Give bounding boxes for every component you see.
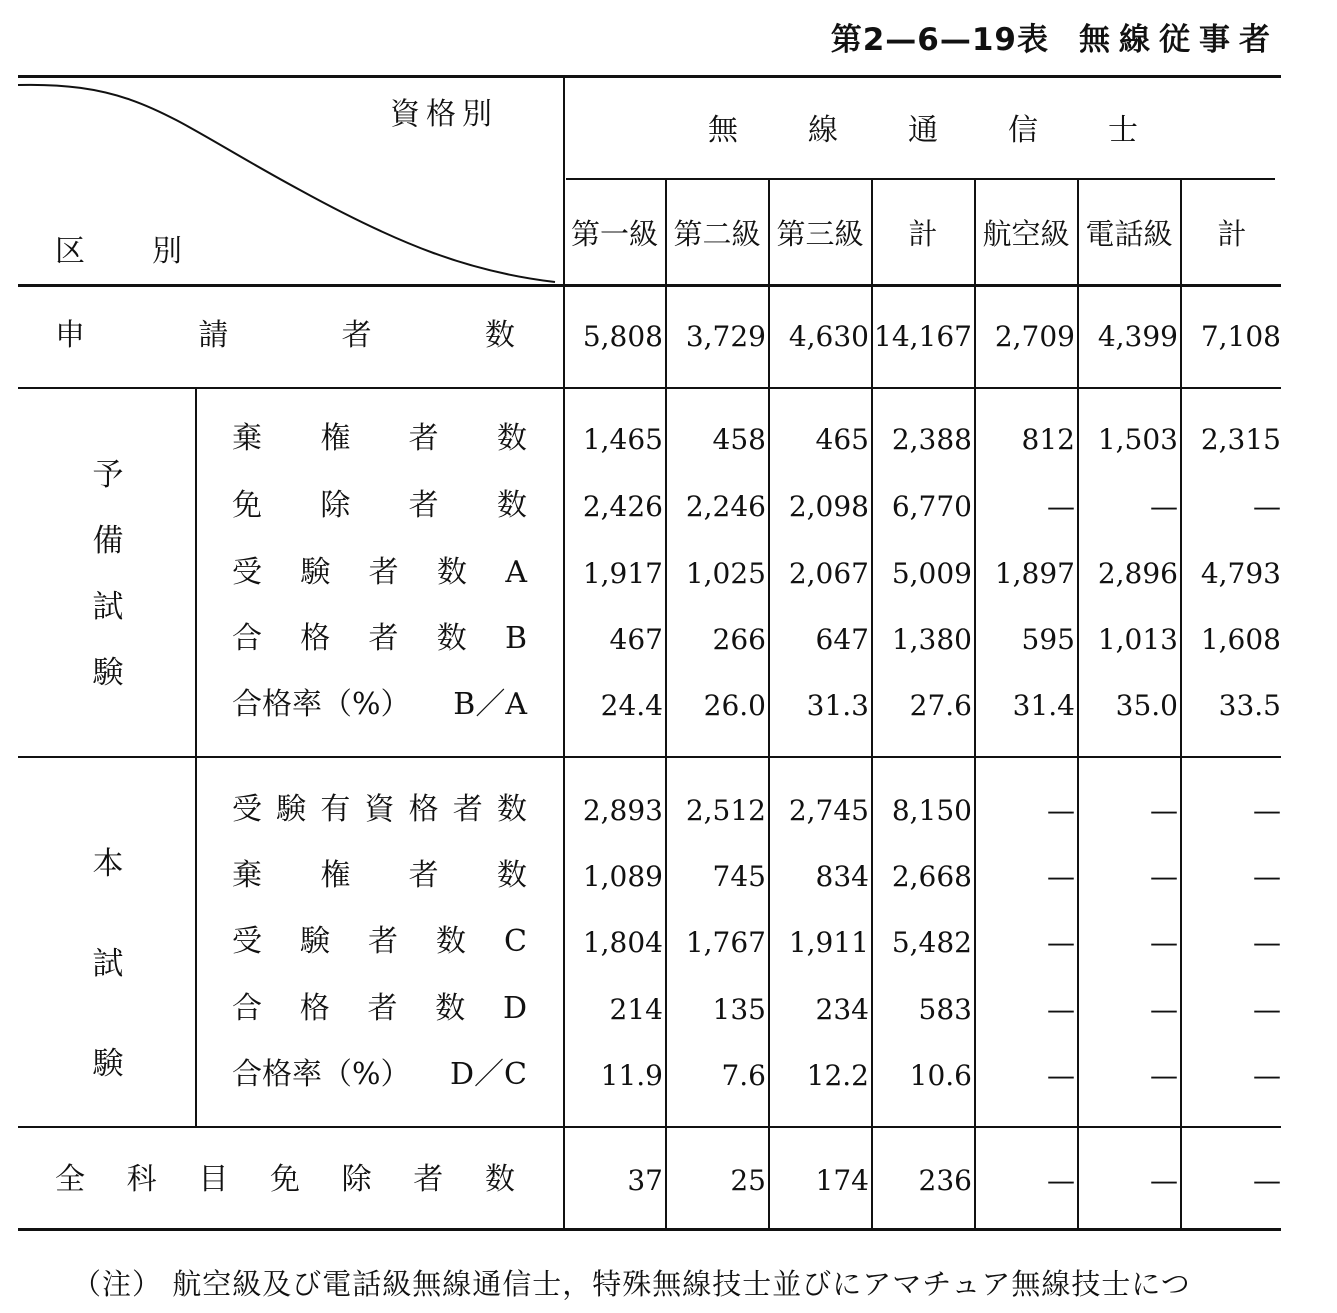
row-label-part: 格 <box>408 792 439 827</box>
table-cell: 11.9 <box>600 1059 663 1092</box>
row-label-part: 免 <box>232 488 262 523</box>
table-cell: 2,709 <box>994 320 1075 353</box>
row-label-part: 験 <box>300 924 330 959</box>
row-label-part: 棄 <box>232 858 262 893</box>
row-label-part: 数 <box>435 991 466 1026</box>
vline-5 <box>1077 180 1079 1228</box>
table-cell: 234 <box>815 993 869 1026</box>
row-label <box>232 858 527 893</box>
row-label-part: 者 <box>408 421 439 456</box>
table-cell: 10.6 <box>909 1059 972 1092</box>
table-cell: 37 <box>627 1164 663 1197</box>
row-label-part: 格 <box>300 621 331 656</box>
table-cell: 24.4 <box>600 689 663 722</box>
row-label <box>55 1162 515 1197</box>
group-label-main: 本 試 験 <box>92 846 124 1082</box>
table-cell: 1,767 <box>685 926 766 959</box>
row-label-part: 数 <box>496 858 527 893</box>
table-cell: 1,380 <box>891 623 972 656</box>
table-cell: — <box>1253 860 1281 893</box>
table-cell: 2,512 <box>685 794 766 827</box>
row-label <box>232 488 527 523</box>
column-header: 第一級 <box>570 217 658 251</box>
table-cell: 1,025 <box>685 557 766 590</box>
rule-header-bottom <box>18 284 1281 287</box>
row-label-part: 受 <box>232 555 262 590</box>
table-number: 第2—6—19表 <box>830 22 1049 58</box>
table-cell: — <box>1047 860 1075 893</box>
table-cell: 7,108 <box>1200 320 1281 353</box>
group-header: 無 線 通 信 士 <box>708 113 1138 148</box>
table-cell: — <box>1047 490 1075 523</box>
row-label-part: B <box>504 621 527 656</box>
table-cell: 647 <box>815 623 869 656</box>
row-label-part: 免 <box>269 1162 300 1197</box>
table-cell: 1,897 <box>994 557 1075 590</box>
table-cell: 27.6 <box>909 689 972 722</box>
row-label-part: 者 <box>341 318 372 353</box>
table-cell: 214 <box>609 993 663 1026</box>
table-cell: — <box>1150 926 1178 959</box>
group-label-prelim: 予 備 試 験 <box>92 457 124 691</box>
table-cell: 2,745 <box>788 794 869 827</box>
table-cell: — <box>1150 490 1178 523</box>
table-cell: 4,793 <box>1200 557 1281 590</box>
table-cell: 31.4 <box>1012 689 1075 722</box>
row-label <box>232 1057 527 1092</box>
table-cell: 1,465 <box>582 423 663 456</box>
row-label-part: 合 <box>232 991 262 1026</box>
table-cell: 2,893 <box>582 794 663 827</box>
row-label-part: D／C <box>449 1057 527 1092</box>
table-cell: 25 <box>730 1164 766 1197</box>
row-label-part: 全 <box>55 1162 85 1197</box>
row-label-part: 棄 <box>232 421 262 456</box>
table-cell: 135 <box>712 993 766 1026</box>
table-cell: 14,167 <box>874 320 972 353</box>
table-cell: 467 <box>609 623 663 656</box>
row-label-part: 権 <box>320 421 351 456</box>
table-cell: 31.3 <box>806 689 869 722</box>
column-header: 計 <box>908 217 938 251</box>
table-cell: 2,315 <box>1200 423 1281 456</box>
vline-1 <box>665 180 667 1228</box>
row-label-part: 科 <box>126 1162 157 1197</box>
table-cell: 4,630 <box>788 320 869 353</box>
table-cell: — <box>1150 993 1178 1026</box>
row-label <box>232 421 527 456</box>
column-header: 電話級 <box>1085 217 1173 251</box>
row-label <box>232 555 527 590</box>
row-label-part: 者 <box>408 858 439 893</box>
table-cell: 834 <box>815 860 869 893</box>
table-cell: 465 <box>815 423 869 456</box>
row-label-part: 者 <box>367 991 398 1026</box>
row-label-part: 合格率（%） <box>232 687 411 722</box>
row-label <box>232 991 527 1026</box>
row-label-part: 数 <box>436 621 467 656</box>
table-cell: 2,896 <box>1097 557 1178 590</box>
column-header: 計 <box>1217 217 1247 251</box>
row-label-part: 資 <box>364 792 395 827</box>
table-cell: 2,246 <box>685 490 766 523</box>
table-cell: 1,608 <box>1200 623 1281 656</box>
table-cell: 174 <box>815 1164 869 1197</box>
table-cell: — <box>1047 926 1075 959</box>
row-label-part: 格 <box>299 991 330 1026</box>
corner-top-label: 資格別 <box>390 97 498 132</box>
row-label <box>232 924 527 959</box>
table-cell: 33.5 <box>1218 689 1281 722</box>
row-label-part: 者 <box>413 1162 444 1197</box>
row-label-part: D <box>502 991 527 1026</box>
header-diagonal <box>0 0 1337 300</box>
row-label <box>232 621 527 656</box>
table-cell: 812 <box>1021 423 1075 456</box>
rule-after-prelim <box>18 756 1281 758</box>
row-label-part: 有 <box>320 792 351 827</box>
table-cell: 266 <box>712 623 766 656</box>
table-cell: 8,150 <box>891 794 972 827</box>
table-cell: 2,668 <box>891 860 972 893</box>
table-cell: 7.6 <box>721 1059 766 1092</box>
table-cell: 6,770 <box>891 490 972 523</box>
row-label-part: 数 <box>496 792 527 827</box>
table-cell: — <box>1150 860 1178 893</box>
table-cell: — <box>1253 794 1281 827</box>
table-cell: 5,482 <box>891 926 972 959</box>
row-label-part: 請 <box>198 318 229 353</box>
row-label-part: 者 <box>452 792 483 827</box>
rule-after-applicants <box>18 387 1281 389</box>
row-label-part: 験 <box>276 792 307 827</box>
row-label-part: 権 <box>320 858 351 893</box>
row-label-part: 除 <box>341 1162 372 1197</box>
row-label-part: 験 <box>300 555 331 590</box>
row-label-part: 数 <box>484 318 515 353</box>
table-cell: 1,089 <box>582 860 663 893</box>
table-cell: — <box>1047 1164 1075 1197</box>
row-label-part: 者 <box>368 555 399 590</box>
table-cell: 1,804 <box>582 926 663 959</box>
table-cell: 12.2 <box>806 1059 869 1092</box>
row-label-part: 数 <box>496 488 527 523</box>
row-label-part: 者 <box>408 488 439 523</box>
column-header: 航空級 <box>982 217 1070 251</box>
row-label-part: B／A <box>453 687 527 722</box>
table-cell: 2,426 <box>582 490 663 523</box>
row-label-part: 申 <box>55 318 85 353</box>
table-cell: — <box>1047 1059 1075 1092</box>
table-cell: 5,808 <box>582 320 663 353</box>
vline-4 <box>974 180 976 1228</box>
table-cell: 1,911 <box>788 926 869 959</box>
row-label-part: 受 <box>232 924 262 959</box>
row-label-part: A <box>505 555 527 590</box>
table-cell: 595 <box>1021 623 1075 656</box>
table-cell: 35.0 <box>1115 689 1178 722</box>
corner-bottom-label-1: 区 <box>55 234 85 269</box>
table-cell: 1,917 <box>582 557 663 590</box>
table-cell: — <box>1150 1059 1178 1092</box>
vline-group <box>195 389 197 1126</box>
table-cell: — <box>1047 794 1075 827</box>
table-cell: 2,067 <box>788 557 869 590</box>
table-cell: 1,013 <box>1097 623 1178 656</box>
vline-6 <box>1180 180 1182 1228</box>
footnote: （注） 航空級及び電話級無線通信士，特殊無線技士並びにアマチュア無線技士につ <box>72 1267 1191 1301</box>
table-cell: — <box>1253 993 1281 1026</box>
table-name: 無線従事者 <box>1079 22 1279 58</box>
column-header: 第三級 <box>776 217 864 251</box>
row-label-part: 合 <box>232 621 262 656</box>
vline-label <box>563 78 565 1228</box>
rule-top <box>18 75 1281 78</box>
row-label <box>55 318 515 353</box>
table-cell: — <box>1253 490 1281 523</box>
row-label-part: 数 <box>436 924 466 959</box>
table-cell: — <box>1047 993 1075 1026</box>
table-cell: — <box>1150 1164 1178 1197</box>
row-label-part: 数 <box>484 1162 515 1197</box>
table-cell: 1,503 <box>1097 423 1178 456</box>
row-label-part: 数 <box>436 555 467 590</box>
table-cell: 236 <box>918 1164 972 1197</box>
corner-bottom-label-2: 別 <box>152 234 182 269</box>
table-cell: 2,388 <box>891 423 972 456</box>
row-label-part: 者 <box>368 924 398 959</box>
vline-3 <box>871 180 873 1228</box>
row-label <box>232 792 527 827</box>
table-cell: 2,098 <box>788 490 869 523</box>
table-cell: — <box>1253 926 1281 959</box>
table-cell: 26.0 <box>703 689 766 722</box>
table-cell: 5,009 <box>891 557 972 590</box>
table-cell: 458 <box>712 423 766 456</box>
rule-after-main <box>18 1126 1281 1128</box>
row-label <box>232 687 527 722</box>
column-header: 第二級 <box>673 217 761 251</box>
rule-bottom <box>18 1228 1281 1231</box>
table-cell: — <box>1253 1059 1281 1092</box>
rule-group <box>566 178 1275 180</box>
row-label-part: 受 <box>232 792 262 827</box>
row-label-part: 者 <box>368 621 399 656</box>
row-label-part: C <box>504 924 527 959</box>
row-label-part: 目 <box>198 1162 229 1197</box>
table-cell: 583 <box>918 993 972 1026</box>
row-label-part: 合格率（%） <box>232 1057 411 1092</box>
table-cell: 4,399 <box>1097 320 1178 353</box>
table-cell: — <box>1150 794 1178 827</box>
row-label-part: 除 <box>320 488 351 523</box>
table-cell: 3,729 <box>685 320 766 353</box>
vline-2 <box>768 180 770 1228</box>
table-cell: 745 <box>712 860 766 893</box>
table-cell: — <box>1253 1164 1281 1197</box>
row-label-part: 数 <box>496 421 527 456</box>
